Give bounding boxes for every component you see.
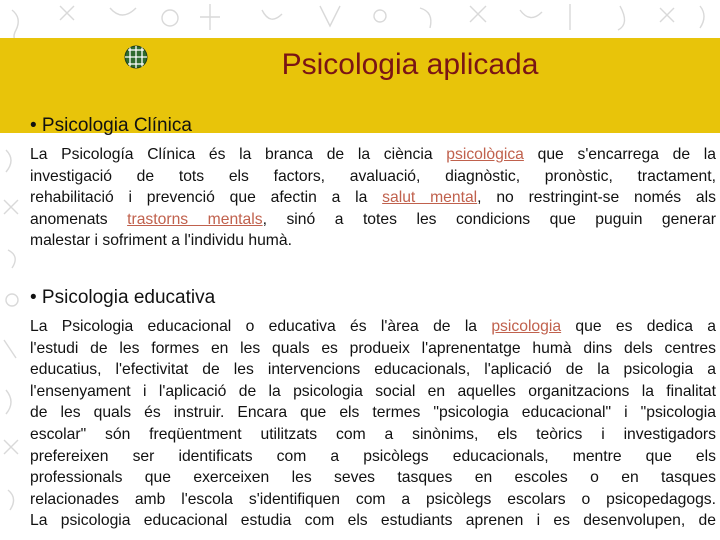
glossary-link[interactable]: salut mental (382, 189, 478, 207)
paragraph-line (30, 316, 716, 338)
paragraph-line (30, 489, 716, 511)
paragraph-text: que es dedica a (561, 318, 716, 335)
paragraph-text: de les quals és instruir. Encara que els termes "psicologia educacional" i "psicologia (30, 404, 716, 422)
paragraph-text: relacionades amb l'escola s'identifiquen com a psicòlegs escolars o psicopedagogs. (30, 490, 716, 508)
paragraph-line (30, 166, 716, 188)
paragraph-line (30, 359, 716, 381)
paragraph-text: La psicologia educacional estudia com els estudiants aprenen i es desenvolupen, de (30, 512, 716, 530)
paragraph-text: La Psicología Clínica és la branca de la ciència (30, 146, 447, 163)
glossary-link[interactable]: psicològica (446, 146, 524, 163)
paragraph-educativa (30, 316, 716, 532)
paragraph-text: escolar" són freqüentment utilitzats com a sinònims, els teòrics i investigadors (30, 425, 716, 443)
paragraph-text: l'estudi de les formes en les quals es produeix l'aprenentatge humà dins dels centres (30, 339, 716, 357)
paragraph-line (30, 338, 716, 360)
paragraph-text: professionals que exerceixen les seves tasques en escoles o en tasques (30, 469, 716, 487)
paragraph-text: prefereixen ser identificats com a psicòlegs educacionals, mentre que els (30, 447, 716, 465)
paragraph-line (30, 402, 716, 424)
paragraph-text: investigació de tots els factors, avaluació, diagnòstic, pronòstic, tractament, (30, 167, 716, 185)
paragraph-line (30, 144, 716, 166)
paragraph-line (30, 187, 716, 209)
paragraph-line (30, 230, 716, 252)
paragraph-line (30, 424, 716, 446)
paragraph-line (30, 467, 716, 489)
paragraph-text: educatius, l'efectivitat de les intervencions educacionals, l'aplicació de la psicologia a (30, 361, 716, 379)
paragraph-text: anomenats (30, 210, 128, 228)
paragraph-line (30, 381, 716, 403)
section-heading-educativa: • Psicologia educativa (30, 287, 216, 308)
paragraph-text: l'ensenyament i l'aplicació de la psicologia social en aquelles organitzacions la finalitat (30, 382, 716, 400)
paragraph-text: , sinó a totes les condicions que puguin generar (262, 210, 716, 228)
glossary-link[interactable]: trastorns mentals (127, 210, 263, 228)
paragraph-text: malestar i sofriment a l'individu humà. (30, 232, 292, 250)
paragraph-text: , no restringint-se només als (477, 189, 716, 207)
paragraph-line (30, 510, 716, 532)
section-heading-clinica: • Psicologia Clínica (30, 115, 192, 136)
paragraph-text: La Psicologia educacional o educativa és l'àrea de la (30, 318, 492, 335)
paragraph-line (30, 209, 716, 231)
paragraph-text: que s'encarrega de la (523, 146, 716, 163)
glossary-link[interactable]: psicologia (491, 318, 562, 335)
slide-title: Psicologia aplicada (281, 48, 539, 81)
paragraph-line (30, 446, 716, 468)
paragraph-text: rehabilitació i prevenció que afectin a la (30, 189, 383, 207)
paragraph-clinica (30, 144, 716, 252)
